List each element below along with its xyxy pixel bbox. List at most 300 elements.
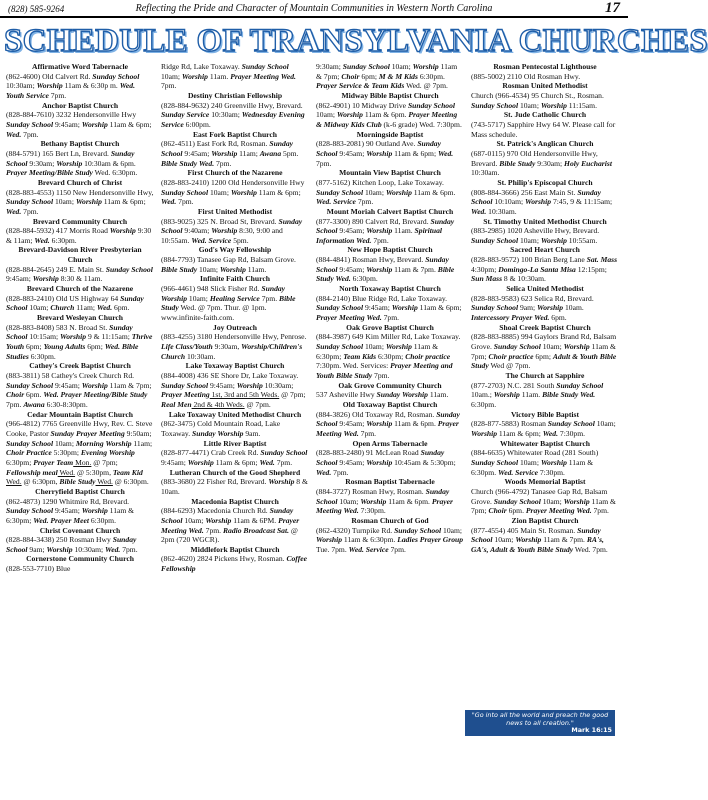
schedule-text: 7pm. — [176, 197, 194, 207]
schedule-text: 8:30, 9:00 and 10:55am. — [161, 226, 283, 245]
schedule-text: 6pm. — [549, 313, 567, 323]
schedule-label: Sunday School — [394, 525, 442, 535]
schedule-text: 6pm. — [24, 390, 44, 400]
schedule-label: Bible Study Wed. — [316, 264, 455, 284]
schedule-label: Sunday School — [105, 264, 153, 274]
schedule-label: Prayer Meeting Wed. — [161, 515, 300, 535]
schedule-label: Prayer Service & Team Kids — [316, 81, 405, 91]
schedule-text: 9:30am; — [316, 62, 343, 71]
church-name: Cornerstone Community Church — [26, 554, 134, 564]
schedule-text: 11am & 6:30p m. — [62, 81, 120, 91]
schedule-text: (687-0115) 970 Old Hendersonville Hwy, Brevard. — [471, 148, 598, 168]
schedule-label: Wed. — [96, 303, 113, 313]
schedule-text: 9:30 & 11am; — [6, 226, 152, 245]
schedule-text: 10:55am. — [566, 235, 598, 245]
schedule-text: 6:30pm. — [49, 235, 77, 245]
schedule-text: 7pm. — [161, 81, 177, 91]
schedule-text: 11am & 6:30pm; — [316, 342, 439, 361]
schedule-label: Sunday School — [6, 119, 54, 129]
schedule-label: Sunday School — [161, 216, 303, 236]
schedule-text: 10am; — [53, 438, 76, 448]
page-title: SCHEDULE OF TRANSYLVANIA CHURCHES — [4, 23, 708, 59]
schedule-text: 9:45am; — [161, 457, 188, 467]
schedule-label: Worship — [366, 226, 393, 236]
schedule-text: (743-5717) Sapphire Hwy 64 W. Please call for Mass schedule. — [471, 119, 616, 139]
schedule-label: Worship — [81, 506, 108, 516]
schedule-text: (877-4554) 405 Main St. Rosman. — [471, 525, 578, 535]
church-entry — [6, 62, 154, 101]
church-name: Anchor Baptist Church — [41, 100, 119, 110]
schedule-label: Sunday School — [342, 62, 390, 71]
schedule-label: Church — [50, 303, 75, 313]
schedule-text: 11am. — [427, 390, 449, 400]
schedule-label: Worship — [230, 187, 257, 197]
schedule-text: 6:30pm. — [28, 351, 56, 361]
schedule-text: 537 Asheville Hwy — [316, 390, 377, 400]
schedule-text: 6:30pm. — [88, 515, 116, 525]
schedule-text: 10am; — [197, 264, 220, 274]
schedule-label: Sunday School — [316, 139, 441, 158]
church-entry — [161, 168, 309, 207]
church-name: Open Arms Tabernacle — [352, 438, 428, 448]
schedule-text: (884-2140) Blue Ridge Rd, Lake Toxaway. — [316, 293, 448, 303]
schedule-text: 10am.; — [471, 390, 494, 400]
schedule-label: Sunday School — [556, 380, 604, 390]
schedule-text: 10am; — [337, 496, 361, 506]
schedule-label: Worship — [537, 303, 564, 313]
schedule-text: 11am & 6pm; — [392, 148, 438, 158]
schedule-label: Sunday School — [547, 419, 595, 429]
schedule-text: 6:30pm; — [376, 351, 406, 361]
schedule-text: 4:30pm; — [471, 264, 499, 274]
schedule-text: (966-4461) 948 Slick Fisher Rd. — [161, 284, 262, 294]
church-entry — [161, 62, 309, 91]
schedule-label: Wed. — [161, 197, 177, 207]
schedule-label: Sunday School — [471, 457, 519, 467]
church-name: Infinite Faith Church — [200, 274, 270, 284]
schedule-label: Choir Practice — [6, 448, 52, 458]
schedule-text: 11am; — [237, 148, 260, 158]
schedule-label: Worship — [109, 226, 136, 236]
schedule-label: Sunday School — [316, 187, 364, 197]
schedule-text: 7pm. — [371, 235, 389, 245]
schedule-text: (883-9025) 325 N. Broad St, Brevard. — [161, 216, 279, 226]
schedule-text: (828-883-8885) 994 Gaylors Brand Rd, Balsam Grove. — [471, 332, 617, 352]
schedule-text: 10am; — [53, 197, 76, 207]
schedule-label: Wed. — [6, 206, 22, 216]
schedule-label: Sunday School — [471, 303, 519, 313]
schedule-text: 10am; — [518, 235, 541, 245]
church-entry — [161, 545, 309, 574]
schedule-label: Worship — [525, 197, 552, 207]
schedule-label: Worship — [366, 457, 393, 467]
schedule-text: 10:10am; — [492, 197, 526, 207]
schedule-text: 10:30am; — [262, 380, 294, 390]
schedule-label: Worship — [493, 390, 520, 400]
schedule-text: 7:30pm. — [358, 506, 386, 516]
schedule-text: 6:30pm. — [350, 274, 378, 284]
schedule-text: (862-3475) Cold Mountain Road, Lake Toxaway. — [161, 419, 281, 438]
schedule-text: 10:30am. — [486, 206, 517, 216]
schedule-label: Worship — [540, 457, 567, 467]
column-1 — [6, 62, 154, 798]
schedule-label: Sunday School — [316, 342, 364, 352]
schedule-text: 5pm. — [281, 148, 299, 158]
schedule-text: 9:45am; — [208, 380, 237, 390]
schedule-text: (877-3300) 890 Calvert Rd, Brevard. — [316, 216, 431, 226]
schedule-label: Worship — [211, 148, 238, 158]
schedule-label: Worship — [219, 264, 246, 274]
schedule-text: (884-4841) Rosman Hwy, Brevard. — [316, 255, 426, 265]
schedule-text: 7pm. — [203, 525, 223, 535]
schedule-label: Wed. Service — [348, 544, 389, 554]
schedule-label: Choir — [341, 71, 360, 81]
schedule-text: Wed @ 7pm. — [488, 361, 531, 371]
schedule-text: (862-4873) 1290 Whitmire Rd, Brevard. — [6, 496, 130, 506]
schedule-label: Choir practice — [405, 351, 451, 361]
church-entry — [6, 313, 154, 361]
church-entry — [316, 130, 464, 169]
church-entry — [161, 91, 309, 130]
church-name: Rosman Pentecostal Lighthouse — [493, 62, 597, 71]
church-name: Christ Covenant Church — [39, 525, 121, 535]
schedule-text: (884-3727) Rosman Hwy, Rosman. — [316, 486, 426, 496]
schedule-text: (884-7793) Tanasee Gap Rd, Balsam Grove. — [161, 255, 296, 265]
schedule-text: 10am; — [518, 100, 541, 110]
church-name: St. Timothy United Methodist Church — [483, 216, 607, 226]
church-name: Joy Outreach — [213, 322, 257, 332]
schedule-text: 7pm. — [214, 158, 232, 168]
schedule-label: Sunday School — [241, 62, 289, 71]
church-entry — [471, 439, 619, 478]
schedule-text: 11am & 6PM. — [231, 515, 279, 525]
church-name: Lutheran Church of the Good Shepherd — [169, 467, 301, 477]
schedule-label: Wed. Prayer Meet — [33, 515, 89, 525]
schedule-text: 10am; — [27, 303, 51, 313]
church-entry — [6, 245, 154, 284]
church-name: Cathey's Creek Baptist Church — [29, 361, 131, 371]
schedule-text: 10am; — [492, 535, 516, 545]
church-entry — [316, 439, 464, 478]
church-name: Woods Memorial Baptist — [504, 477, 586, 487]
schedule-label: Sunday School — [6, 322, 133, 342]
schedule-label: Worship — [385, 342, 412, 352]
church-name: Brevard Church of Christ — [37, 177, 123, 187]
schedule-text: (862-4320) Turnpike Rd. — [316, 525, 395, 535]
church-entry — [316, 323, 464, 381]
schedule-text: (884-3826) Old Toxaway Rd, Rosman. — [316, 409, 437, 419]
church-name: Affirmative Word Tabernacle — [31, 62, 129, 71]
schedule-label: Sunday School — [316, 255, 449, 274]
church-entry — [471, 410, 619, 439]
church-entry — [471, 110, 619, 139]
schedule-label: Awana — [23, 399, 45, 409]
schedule-label: Worship — [412, 62, 439, 71]
church-name: God's Way Fellowship — [198, 245, 272, 255]
schedule-text: 7:30pm. Wed. Services: — [316, 361, 391, 371]
schedule-label: Sunday School — [471, 100, 519, 110]
church-name: The Church at Sapphire — [505, 371, 585, 380]
schedule-text: (808-884-3666) 256 East Main St. — [471, 187, 578, 197]
schedule-text: 11am & 6:30pm. — [471, 457, 594, 477]
church-entry — [471, 477, 619, 516]
schedule-text: 6:30pm. — [471, 399, 497, 409]
schedule-text: 7:30pm. — [558, 428, 586, 438]
schedule-label: Wed. — [6, 129, 22, 139]
church-entry — [6, 487, 154, 526]
schedule-label: Sunday School — [471, 187, 601, 207]
schedule-label: Awana — [259, 148, 282, 158]
schedule-text: (k-6 grade) Wed. 7:30pm. — [381, 119, 462, 129]
schedule-text: 11am & 7pm; — [471, 496, 616, 516]
schedule-text: 7pm. — [21, 129, 39, 139]
schedule-label: Worship — [366, 419, 393, 429]
schedule-text: (883-4255) 3180 Hendersonville Hwy, Penrose. — [161, 332, 307, 342]
church-entry — [316, 62, 464, 91]
schedule-label: Sun Mass — [471, 274, 503, 284]
schedule-label: Sunday School — [92, 71, 140, 81]
schedule-text: (883-3811) 58 Cathey's Creek Church Rd. — [6, 371, 135, 380]
schedule-text: 7pm. — [316, 158, 332, 168]
schedule-label: Worship — [385, 187, 412, 197]
church-name: Brevard-Davidson River Presbyterian Church — [18, 245, 142, 265]
schedule-text: Wed. @ 7pm. — [404, 81, 448, 91]
schedule-text: (828-877-5883) Rosman — [471, 419, 548, 429]
schedule-label: Worship — [540, 235, 567, 245]
schedule-text: 7pm. — [388, 544, 406, 554]
schedule-label: Sat. Mass — [586, 255, 618, 265]
schedule-text: 11am & 7pm; — [316, 62, 458, 81]
schedule-text: 11am. — [245, 264, 267, 274]
church-name: Cedar Mountain Baptist Church — [27, 409, 133, 419]
schedule-text: 7pm. — [381, 313, 400, 323]
church-name: Brevard Community Church — [32, 216, 128, 226]
schedule-text: (828-884-5932) 417 Morris Road — [6, 226, 110, 236]
schedule-label: Wed. Youth Service — [6, 81, 135, 100]
schedule-label: Sunday Service — [161, 110, 210, 120]
church-name: Mountain View Baptist Church — [339, 168, 441, 178]
church-entry — [161, 439, 309, 468]
schedule-text: 10am; — [389, 62, 413, 71]
schedule-text: Tue. 7pm. — [316, 544, 349, 554]
schedule-label: Worship — [181, 71, 208, 81]
schedule-text: @ 7pm; — [91, 457, 118, 467]
column-2 — [161, 62, 309, 798]
schedule-text: 11am & 6pm; — [256, 187, 301, 197]
church-name: St. Philip's Episcopal Church — [497, 177, 593, 187]
schedule-label: Bible Study — [161, 264, 198, 274]
schedule-label: Worship — [268, 477, 295, 487]
church-name: Lake Toxaway United Methodist Church — [168, 409, 302, 419]
church-entry — [316, 245, 464, 284]
schedule-label: Bible Study — [161, 293, 296, 313]
church-name: Bethany Baptist Church — [40, 139, 120, 149]
schedule-label: Worship — [211, 226, 238, 236]
church-entry — [161, 274, 309, 322]
schedule-text: 10:30am. — [185, 351, 216, 361]
schedule-text: @ 6:30pm, — [21, 477, 60, 487]
church-name: Brevard Wesleyan Church — [36, 313, 124, 323]
schedule-text: 11am & 6pm; — [417, 303, 462, 313]
schedule-label: Wed. — [34, 235, 50, 245]
schedule-text: 7pm. — [259, 293, 279, 303]
schedule-label: Sunday School — [493, 342, 541, 352]
schedule-text: (828-884-3438) 250 Rosman Hwy — [6, 535, 113, 545]
schedule-label: Wednesday Evening Service — [161, 110, 305, 129]
schedule-text: (884-5791) 165 Bert Ln, Brevard. — [6, 148, 111, 158]
church-entry — [471, 323, 619, 371]
church-entry — [471, 516, 619, 555]
church-listings — [6, 62, 624, 798]
schedule-day: Mon. — [73, 457, 92, 467]
church-entry — [6, 101, 154, 140]
schedule-text: (828-883-9583) 623 Selica Rd, Brevard. — [471, 293, 594, 303]
schedule-label: Sunday School — [6, 148, 135, 168]
schedule-label: Domingo-La Santa Misa — [498, 264, 576, 274]
schedule-label: Sunday School — [471, 525, 601, 545]
schedule-text: 9:45am; — [363, 303, 392, 313]
page-number: 17 — [605, 0, 620, 16]
schedule-label: Spiritual Information Wed. — [316, 226, 442, 245]
schedule-label: Worship — [81, 119, 108, 129]
schedule-label: Fellowship meal — [6, 467, 58, 477]
schedule-label: Sunday School — [316, 216, 455, 236]
schedule-label: Worship — [36, 81, 63, 91]
schedule-label: Wed. — [105, 544, 121, 554]
schedule-text: 9:45am; — [53, 506, 82, 516]
schedule-label: Sunday School — [6, 380, 54, 390]
church-name: First Church of the Nazarene — [187, 168, 283, 178]
schedule-label: Intercessory Prayer Wed. — [471, 313, 550, 323]
schedule-text: 7pm. — [331, 467, 349, 477]
schedule-text: 7pm. — [358, 428, 377, 438]
quote-text: "Go into all the world and preach the good news to all creation." — [471, 711, 609, 727]
schedule-text: 8:30 & 11am. — [58, 274, 103, 284]
schedule-text: 12:15pm; — [575, 264, 607, 274]
schedule-label: Worship — [366, 264, 393, 274]
schedule-text: (828-553-7710) Blue — [6, 564, 71, 574]
schedule-label: Worship — [563, 342, 590, 352]
schedule-text: 11am & 6pm. — [392, 419, 438, 429]
schedule-label: Sunday School — [6, 535, 137, 554]
church-name: East Fork Baptist Church — [192, 129, 278, 139]
schedule-label: Choir practice — [488, 351, 534, 361]
schedule-text: 11am & 7pm. — [392, 264, 438, 274]
schedule-label: Sunday School — [6, 293, 144, 313]
schedule-text: Church (966-4792) Tanasee Gap Rd, Balsam Grove. — [471, 486, 608, 506]
schedule-label: Prayer Meeting & Midway Kids Club — [316, 110, 458, 129]
schedule-text: 11am & 7pm; — [471, 342, 616, 361]
church-name: Sacred Heart Church — [510, 245, 580, 255]
schedule-label: Worship — [32, 274, 59, 284]
church-entry — [161, 361, 309, 409]
schedule-text: 7pm. — [372, 371, 390, 380]
schedule-text: 10am; — [208, 187, 231, 197]
schedule-label: Worship — [187, 457, 214, 467]
church-entry — [6, 410, 154, 487]
schedule-text: 11am & 6:30pm; — [6, 506, 135, 525]
church-name: Mount Moriah Calvert Baptist Church — [326, 206, 454, 216]
church-entry — [316, 207, 464, 246]
schedule-label: Sunday Prayer Meeting — [50, 428, 125, 438]
schedule-text: 11am & 6pm; — [213, 457, 260, 467]
church-name: Shoal Creek Baptist Church — [499, 322, 591, 332]
schedule-text: (883-3680) 22 Fisher Rd, Brevard. — [161, 477, 269, 487]
schedule-text: 11am & 6:30pm. — [342, 535, 398, 545]
schedule-text: Church (966-4534) 95 Church St., Rosman. — [471, 90, 604, 100]
schedule-label: Prayer Meeting Wed. — [525, 506, 592, 516]
schedule-text: 7pm. — [48, 90, 67, 100]
schedule-text: 6pm. — [112, 303, 130, 313]
church-entry — [6, 361, 154, 409]
schedule-label: Wed. — [471, 206, 487, 216]
church-name: Little River Baptist — [203, 438, 267, 448]
church-entry — [471, 245, 619, 284]
schedule-text: (884-6293) Macedonia Church Rd. — [161, 506, 270, 516]
schedule-label: Bible Study — [499, 158, 536, 168]
schedule-text: (828-883-2480) 91 McLean Road — [316, 448, 421, 458]
schedule-text: 11am; — [74, 303, 97, 313]
schedule-text: 9:45am; — [53, 119, 82, 129]
schedule-text: 10:30am. — [471, 168, 500, 178]
schedule-text: 6:30pm; — [6, 457, 34, 467]
schedule-text: 10am. — [563, 303, 584, 313]
schedule-text: 9:45am; — [337, 148, 367, 158]
column-3 — [316, 62, 464, 798]
schedule-label: Choir — [6, 390, 25, 400]
schedule-text: (828-883-4553) 1150 New Hendersonville Hwy, — [6, 187, 154, 197]
schedule-label: Wed. — [259, 457, 275, 467]
schedule-text: 11am & 6pm. — [362, 110, 409, 120]
schedule-text: (828-884-2645) 249 E. Main St. — [6, 264, 106, 274]
schedule-text: 6pm; — [533, 351, 553, 361]
schedule-label: Bible Study — [59, 477, 96, 487]
schedule-text: 7pm. — [355, 197, 374, 207]
church-name: Midway Bible Baptist Church — [341, 90, 439, 100]
schedule-label: Wed. Service — [191, 235, 232, 245]
schedule-label: Worship — [336, 110, 363, 120]
schedule-text: (884-3987) 649 Kim Miller Rd, Lake Toxaway. — [316, 332, 461, 342]
schedule-label: Young Adults — [43, 342, 86, 352]
church-name: Brevard Church of the Nazarene — [26, 284, 134, 294]
church-name: North Toxaway Baptist Church — [339, 284, 441, 294]
church-entry — [316, 91, 464, 130]
schedule-text: 6pm; — [24, 342, 44, 352]
church-entry — [316, 168, 464, 207]
schedule-text: 11am & 6pm; — [107, 119, 152, 129]
schedule-text: (877-2703) N.C. 281 South — [471, 380, 557, 390]
schedule-text: 10:30am; — [209, 110, 242, 120]
schedule-label: Bible Study Wed. — [542, 390, 596, 400]
schedule-text: 10am; — [187, 293, 210, 303]
schedule-label: Sunday School — [471, 235, 519, 245]
schedule-label: Prayer Team — [33, 457, 74, 467]
schedule-label: Sunday School — [161, 139, 293, 158]
schedule-text: 9:45am; — [337, 226, 367, 236]
schedule-text: (828-883-8408) 583 N. Broad St. — [6, 322, 110, 332]
church-name: Rosman Church of God — [351, 515, 429, 525]
schedule-text: 9:30am, — [212, 342, 242, 352]
schedule-text: @ 7pm. — [244, 399, 271, 409]
header-tagline: Reflecting the Pride and Character of Mountain Communities in Western North Carolina — [135, 3, 493, 14]
schedule-text: (828-877-4471) Crab Creek Rd. — [161, 448, 261, 458]
schedule-text: 9am; — [518, 303, 538, 313]
schedule-text: 11am & 7pm; — [107, 380, 152, 390]
schedule-label: Prayer Meeting and Youth Bible Study — [316, 361, 453, 380]
schedule-label: Radio Broadcast Sat. — [222, 525, 289, 535]
schedule-text: 8 & 10am. — [161, 477, 308, 496]
church-name: Rosman United Methodist — [502, 81, 588, 91]
